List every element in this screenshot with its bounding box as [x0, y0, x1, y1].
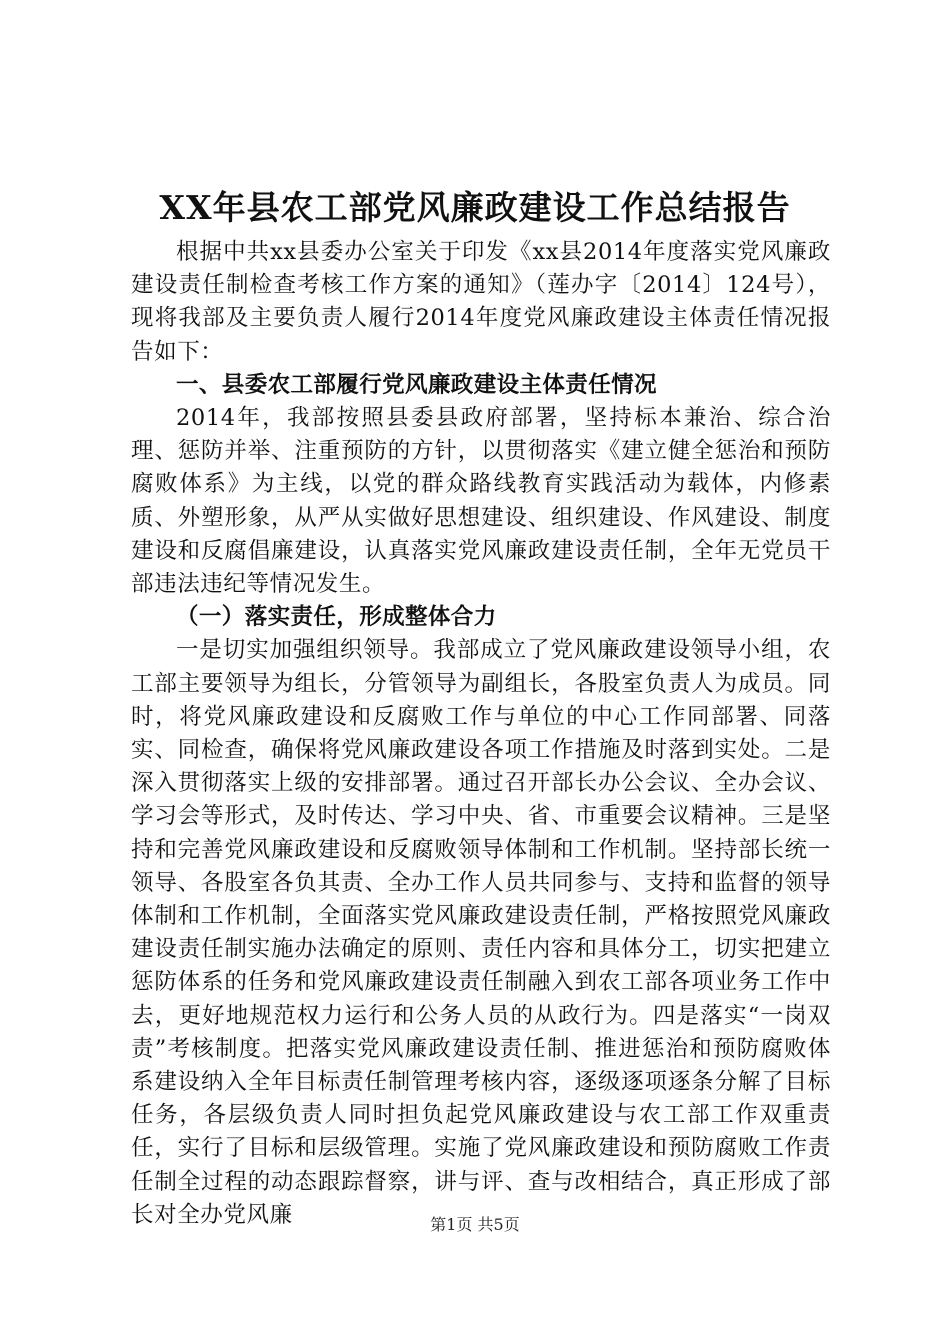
page-footer: 第1页 共5页 [430, 1215, 520, 1234]
section-1-paragraph: 2014年，我部按照县委县政府部署，坚持标本兼治、综合治理、惩防并举、注重预防的方针，以贯彻落实《建立健全惩治和预防腐败体系》为主线，以党的群众路线教育实践活动为载体，内修素质、外塑形象，从严从实做好思想建设、组织建设、作风建设、制度建设和反腐倡廉建设，认真落实党风廉政建设责任制，全年无党员干部违法违纪等情况发生。 [131, 405, 831, 598]
subsection-heading-1: （一）落实责任，形成整体合力 [176, 604, 497, 631]
section-heading-1: 一、县委农工部履行党风廉政建设主体责任情况 [176, 371, 657, 398]
document-body [131, 236, 831, 1232]
subsection-1-paragraph: 一是切实加强组织领导。我部成立了党风廉政建设领导小组，农工部主要领导为组长，分管领导为副组长，各股室负责人为成员。同时，将党风廉政建设和反腐败工作与单位的中心工作同部署、同落实、同检查，确保将党风廉政建设各项工作措施及时落到实处。二是深入贯彻落实上级的安排部署。通过召开部长办公会议、全办会议、学习会等形式，及时传达、学习中央、省、市重要会议精神。三是坚持和完善党风廉政建设和反腐败领导体制和工作机制。坚持部长统一领导、各股室各负其责、全办工作人员共同参与、支持和监督的领导体制和工作机制，全面落实党风廉政建设责任制，严格按照党风廉政建设责任制实施办法确定的原则、责任内容和具体分工，切实把建立惩防体系的任务和党风廉政建设责任制融入到农工部各项业务工作中去，更好地规范权力运行和公务人员的从政行为。四是落实“一岗双责”考核制度。把落实党风廉政建设责任制、推进惩治和预防腐败体系建设纳入全年目标责任制管理考核内容，逐级逐项逐条分解了目标任务，各层级负责人同时担负起党风廉政建设与农工部工作双重责任，实行了目标和层级管理。实施了党风廉政建设和预防腐败工作责任制全过程的动态跟踪督察，讲与评、查与改相结合，真正形成了部长对全办党风廉 [131, 637, 831, 1228]
document-title: XX年县农工部党风廉政建设工作总结报告 [159, 188, 791, 227]
intro-paragraph: 根据中共xx县委办公室关于印发《xx县2014年度落实党风廉政建设责任制检查考核工作方案的通知》（莲办字〔2014〕124号），现将我部及主要负责人履行2014年度党风廉政建设主体责任情况报告如下： [131, 239, 831, 365]
